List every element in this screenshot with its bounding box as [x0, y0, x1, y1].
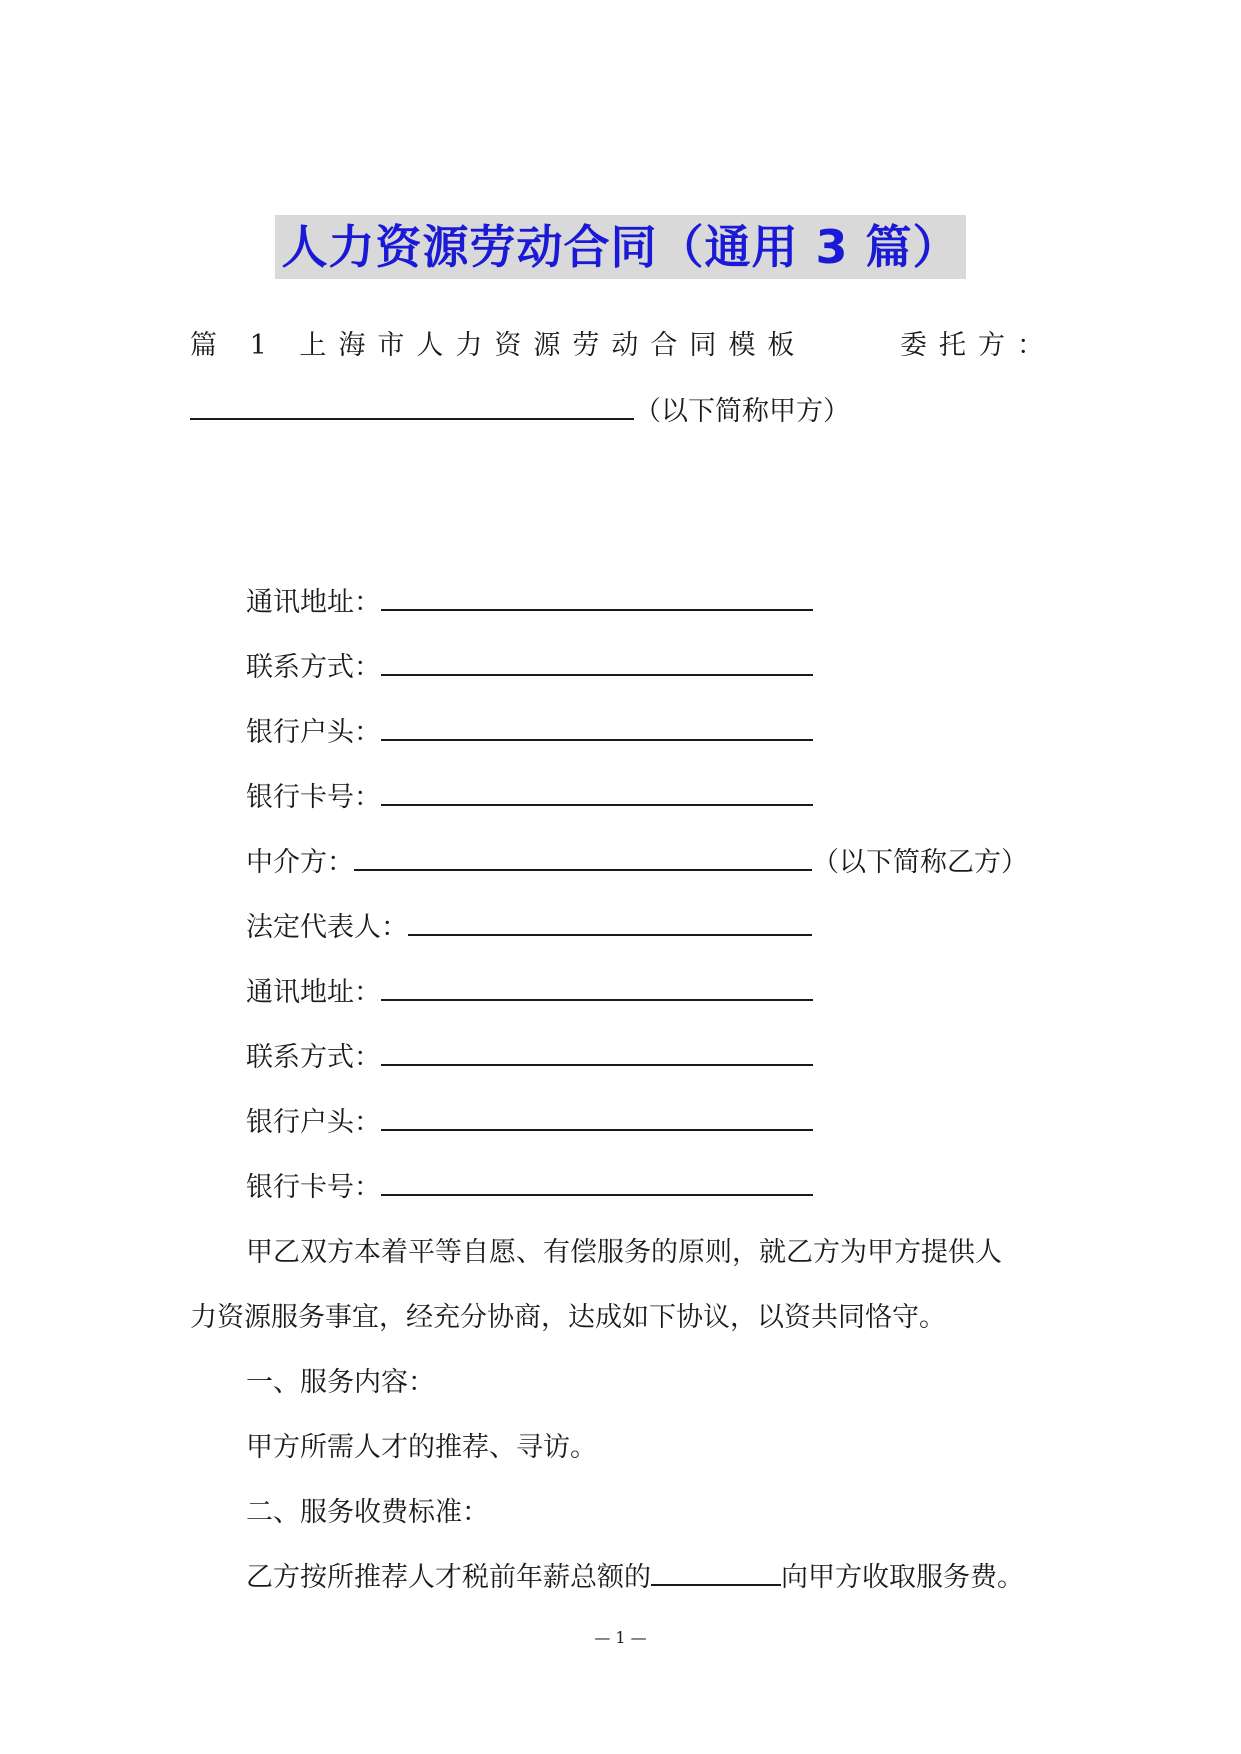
party-b-line [246, 843, 1028, 883]
party-b-address-row [246, 973, 813, 1013]
field-label: 法定代表人： [246, 912, 408, 943]
intro-paragraph-line-1: 甲乙双方本着平等自愿、有偿服务的原则，就乙方为甲方提供人 [246, 1237, 1002, 1268]
field-label: 通讯地址： [246, 587, 381, 618]
party-a-bank-account-name-row [246, 713, 813, 753]
field-label: 联系方式： [246, 1042, 381, 1073]
title-container [0, 215, 1241, 279]
party-a-name-blank[interactable] [190, 392, 634, 420]
field-label: 通讯地址： [246, 977, 381, 1008]
party-b-bank-card-row [246, 1168, 813, 1208]
section-2-prefix: 乙方按所推荐人才税前年薪总额的 [246, 1562, 651, 1593]
party-a-bank-account-name-blank[interactable] [381, 713, 813, 741]
party-b-label: 中介方： [246, 847, 354, 878]
field-label: 银行户头： [246, 717, 381, 748]
party-a-contact-blank[interactable] [381, 648, 813, 676]
party-b-contact-blank[interactable] [381, 1038, 813, 1066]
field-label: 银行卡号： [246, 1172, 381, 1203]
party-a-address-row [246, 583, 813, 623]
field-label: 银行户头： [246, 1107, 381, 1138]
party-a-address-blank[interactable] [381, 583, 813, 611]
party-a-bank-card-blank[interactable] [381, 778, 813, 806]
party-b-address-blank[interactable] [381, 973, 813, 1001]
contract-template-name: 篇 1 上海市人力资源劳动合同模板 [190, 330, 807, 361]
party-b-representative-blank[interactable] [408, 908, 812, 936]
intro-paragraph-line-2: 力资源服务事宜，经充分协商，达成如下协议，以资共同恪守。 [190, 1302, 946, 1333]
contract-heading-row [190, 326, 1060, 366]
section-2-suffix: 向甲方收取服务费。 [781, 1562, 1024, 1593]
service-fee-rate-blank[interactable] [651, 1558, 781, 1586]
party-a-bank-card-row [246, 778, 813, 818]
party-a-line [190, 392, 850, 432]
party-b-bank-card-blank[interactable] [381, 1168, 813, 1196]
party-b-suffix: （以下简称乙方） [812, 847, 1028, 878]
party-b-representative-row [246, 908, 812, 948]
party-b-bank-account-name-blank[interactable] [381, 1103, 813, 1131]
field-label: 银行卡号： [246, 782, 381, 813]
field-label: 联系方式： [246, 652, 381, 683]
document-title: 人力资源劳动合同（通用 3 篇） [275, 215, 965, 279]
party-b-name-blank[interactable] [354, 843, 812, 871]
client-label: 委托方： [900, 330, 1056, 361]
section-1-text: 甲方所需人才的推荐、寻访。 [246, 1432, 597, 1463]
page-number: — 1 — [594, 1628, 647, 1647]
party-a-contact-row [246, 648, 813, 688]
party-b-bank-account-name-row [246, 1103, 813, 1143]
party-a-suffix: （以下简称甲方） [634, 396, 850, 427]
section-2-title: 二、服务收费标准： [246, 1497, 489, 1528]
section-1-title: 一、服务内容： [246, 1367, 435, 1398]
section-2-text [246, 1558, 1024, 1598]
party-b-contact-row [246, 1038, 813, 1078]
